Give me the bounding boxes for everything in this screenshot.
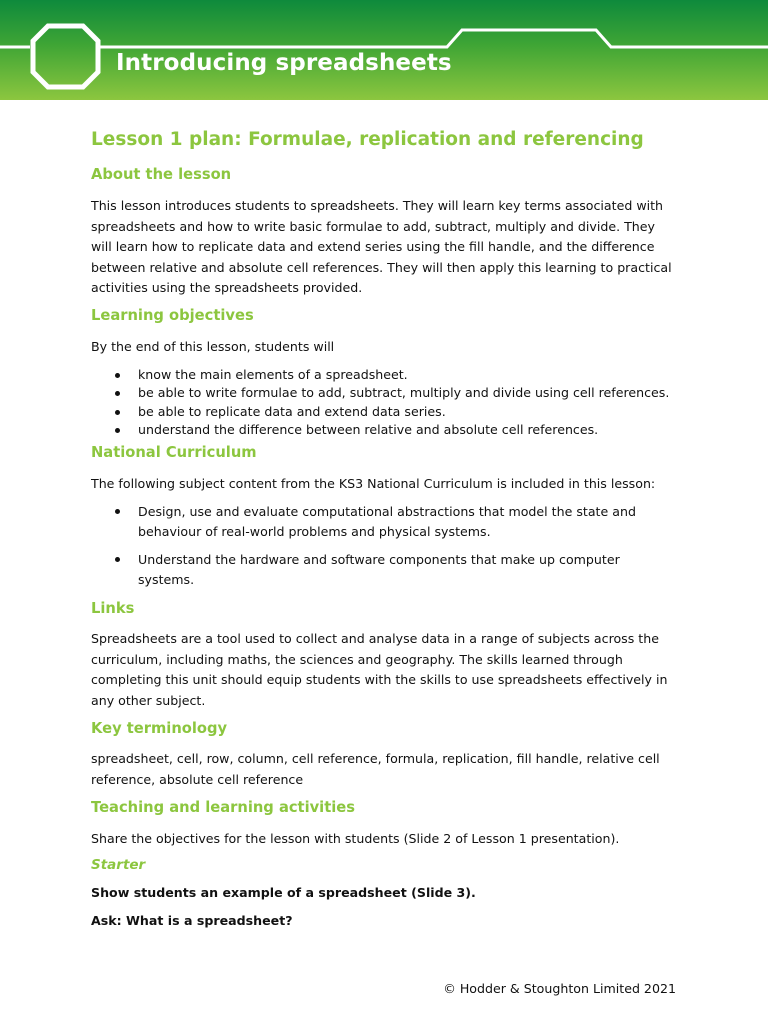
- header-banner: [0, 0, 768, 100]
- list-item-line: systems.: [138, 572, 195, 587]
- ask-instruction: Ask: What is a spreadsheet?: [91, 913, 293, 928]
- list-item-line: Design, use and evaluate computational abstractions that model the state and: [138, 504, 636, 519]
- terminology-line: reference, absolute cell reference: [91, 771, 304, 787]
- list-item: [91, 502, 636, 542]
- header-title: Introducing spreadsheets: [116, 50, 452, 76]
- links-line: Spreadsheets are a tool used to collect and analyse data in a range of subjects across the: [91, 631, 659, 646]
- about-line: will learn how to replicate data and extend series using the fill handle, and the difference: [91, 239, 655, 255]
- terminology-heading: Key terminology: [91, 720, 228, 737]
- activities-heading: Teaching and learning activities: [91, 799, 355, 816]
- curriculum-intro: The following subject content from the KS3 National Curriculum is included in this lesson:: [91, 476, 656, 491]
- links-line: any other subject.: [91, 692, 206, 708]
- list-item-line: Understand the hardware and software components that make up computer: [138, 552, 620, 567]
- list-item: understand the difference between relative and absolute cell references.: [91, 421, 669, 439]
- page-title: Lesson 1 plan: Formulae, replication and referencing: [91, 129, 644, 150]
- starter-heading: Starter: [91, 857, 146, 873]
- links-line: completing this unit should equip students with the skills to use spreadsheets effectively in: [91, 672, 668, 688]
- objectives-heading: Learning objectives: [91, 307, 254, 324]
- about-line: spreadsheets and how to write basic formulae to add, subtract, multiply and divide. They: [91, 218, 655, 234]
- list-item: know the main elements of a spreadsheet.: [91, 366, 669, 384]
- about-line: This lesson introduces students to spreadsheets. They will learn key terms associated with: [91, 198, 664, 213]
- curriculum-list: [91, 502, 636, 598]
- copyright-footer: © Hodder & Stoughton Limited 2021: [443, 981, 676, 996]
- list-item: be able to write formulae to add, subtract, multiply and divide using cell references.: [91, 384, 669, 402]
- about-heading: About the lesson: [91, 166, 232, 183]
- objectives-intro: By the end of this lesson, students will: [91, 339, 335, 354]
- activities-intro: Share the objectives for the lesson with students (Slide 2 of Lesson 1 presentation).: [91, 831, 620, 846]
- list-item-line: behaviour of real-world problems and physical systems.: [138, 524, 491, 539]
- links-heading: Links: [91, 600, 135, 617]
- about-paragraph: [91, 196, 672, 299]
- links-line: curriculum, including maths, the sciences and geography. The skills learned through: [91, 651, 623, 667]
- objectives-list: [91, 366, 669, 439]
- links-paragraph: [91, 629, 667, 711]
- curriculum-heading: National Curriculum: [91, 444, 257, 461]
- list-item: [91, 550, 636, 590]
- about-line: between relative and absolute cell references. They will then apply this learning to practical: [91, 259, 672, 275]
- terminology-line: spreadsheet, cell, row, column, cell reference, formula, replication, fill handle, relative cell: [91, 751, 660, 766]
- about-line: activities using the spreadsheets provided.: [91, 280, 363, 296]
- list-item: be able to replicate data and extend data series.: [91, 403, 669, 421]
- terminology-paragraph: [91, 749, 660, 790]
- show-instruction: Show students an example of a spreadsheet (Slide 3).: [91, 885, 476, 900]
